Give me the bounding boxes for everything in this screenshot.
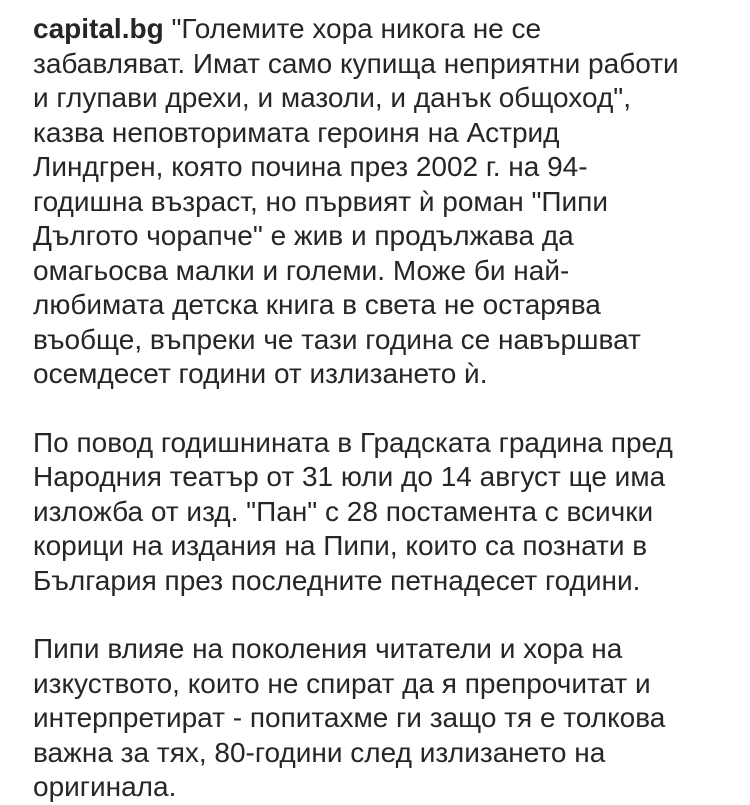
caption-line: казва неповторимата героиня на Астрид <box>33 116 560 148</box>
caption-text: "Големите хора никога не се <box>163 13 542 44</box>
caption-line <box>33 12 723 47</box>
caption-line: изкуството, които не спират да я препрочитат и <box>33 667 651 699</box>
caption-line: годишна възраст, но първият ѝ роман "Пипи <box>33 185 608 217</box>
caption-line: забавляват. Имат само купища неприятни работи <box>33 47 679 79</box>
caption-paragraph <box>33 426 723 599</box>
caption-line: По повод годишнината в Градската градина пред <box>33 426 673 458</box>
caption-line: въобще, въпреки че тази година се навършват <box>33 323 641 355</box>
caption-line: любимата детска книга в света не остарява <box>33 289 601 320</box>
caption-line: осемдесет години от излизането ѝ. <box>33 358 488 389</box>
caption-line: Линдгрен, която почина през 2002 г. на 94- <box>33 151 588 182</box>
caption-line: интерпретират - попитахме ги защо тя е толкова <box>33 702 666 733</box>
caption-paragraph <box>33 632 723 805</box>
caption-line: корици на издания на Пипи, които са познати в <box>33 530 648 561</box>
caption-line: омагьосва малки и големи. Може би най- <box>33 254 570 286</box>
caption-line: изложба от изд. "Пан" с 28 постамента с всички <box>33 495 654 527</box>
caption-line: и глупави дрехи, и мазоли, и данък общоход", <box>33 82 632 113</box>
caption-line: оригинала. <box>33 771 177 802</box>
username-link[interactable]: capital.bg <box>33 13 164 44</box>
post-caption <box>33 12 723 805</box>
caption-line: Пипи влияе на поколения читатели и хора на <box>33 633 623 664</box>
caption-line: България през последните петнадесет години. <box>33 564 641 596</box>
caption-line: важна за тях, 80-години след излизането на <box>33 736 606 768</box>
caption-line: Дългото чорапче" е жив и продължава да <box>33 220 574 251</box>
caption-line: Народния театър от 31 юли до 14 август ще има <box>33 461 666 492</box>
caption-paragraph <box>33 12 723 392</box>
